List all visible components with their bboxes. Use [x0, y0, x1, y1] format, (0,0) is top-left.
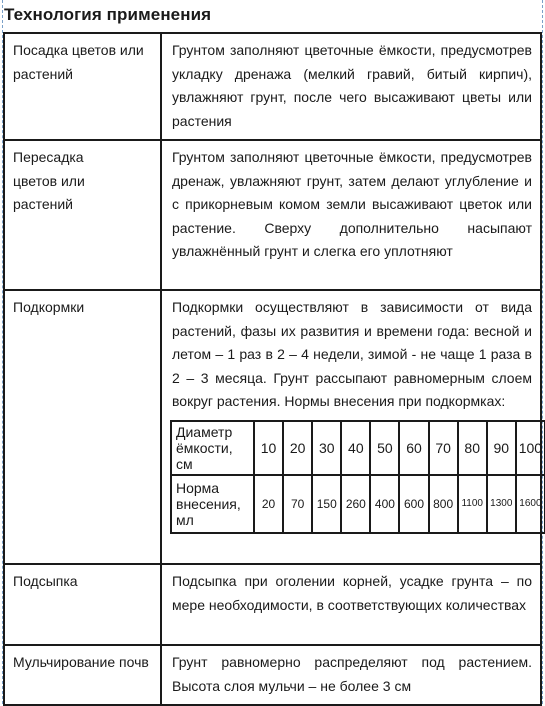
- technology-table: [3, 32, 542, 706]
- diameter-cell: 10: [254, 421, 283, 475]
- diameter-cell: 70: [429, 421, 458, 475]
- table-row: [4, 564, 541, 645]
- diameter-cell: 80: [458, 421, 487, 475]
- table-row: [4, 645, 541, 705]
- row-description: [161, 290, 541, 564]
- row-label: Подкормки: [4, 290, 161, 564]
- rate-cell: 400: [370, 475, 399, 533]
- rate-cell: 20: [254, 475, 283, 533]
- rate-cell: 1300: [487, 475, 516, 533]
- row-description: Подсыпка при оголении корней, усадке грунта – по мере необходимости, в соответствующих количествах: [161, 564, 541, 645]
- row-label: Подсыпка: [4, 564, 161, 645]
- rate-cell: 260: [341, 475, 370, 533]
- feeding-text: Подкормки осуществляют в зависимости от вида растений, фазы их развития и времени года: весной и летом – 1 раз в 2 – 4 недели, зимой - не чаще 1 раза в 2 – 3 месяца. Грунт рассыпают равномерным слоем вокруг растения. Нормы внесения при подкормках:: [172, 299, 532, 409]
- table-row: [4, 33, 541, 140]
- diameter-cell: 50: [370, 421, 399, 475]
- rate-cell: 800: [429, 475, 458, 533]
- diameter-cell: 20: [283, 421, 312, 475]
- rate-cell: 150: [312, 475, 341, 533]
- diameter-cell: 60: [399, 421, 428, 475]
- page-edge-right: [542, 0, 543, 704]
- row-label: Пересадка цветов или растений: [4, 140, 161, 290]
- rate-header: Норма внесения, мл: [171, 475, 254, 533]
- table-row: [4, 140, 541, 290]
- diameter-cell: 30: [312, 421, 341, 475]
- table-row: [4, 290, 541, 564]
- diameter-row: [171, 421, 545, 475]
- row-description: Грунт равномерно распределяют под растением. Высота слоя мульчи – не более 3 см: [161, 645, 541, 705]
- rate-cell: 1100: [458, 475, 487, 533]
- row-description: Грунтом заполняют цветочные ёмкости, предусмотрев укладку дренажа (мелкий гравий, битый кирпич), увлажняют грунт, после чего высаживают цветы или растения: [161, 33, 541, 140]
- diameter-cell: 40: [341, 421, 370, 475]
- row-label: Посадка цветов или растений: [4, 33, 161, 140]
- page-title: Технология применения: [4, 5, 212, 24]
- row-label: Мульчирование почв: [4, 645, 161, 705]
- diameter-cell: 100: [516, 421, 545, 475]
- feeding-norms-table: [170, 420, 545, 534]
- row-description: Грунтом заполняют цветочные ёмкости, предусмотрев дренаж, увлажняют грунт, затем делают углубление и с прикорневым комом земли высаживают цветок или растение. Сверху дополнительно насыпают увлажнённый грунт и слегка его уплотняют: [161, 140, 541, 290]
- rate-cell: 1600: [516, 475, 545, 533]
- diameter-cell: 90: [487, 421, 516, 475]
- rate-cell: 600: [399, 475, 428, 533]
- diameter-header: Диаметр ёмкости, см: [171, 421, 254, 475]
- rate-row: [171, 475, 545, 533]
- rate-cell: 70: [283, 475, 312, 533]
